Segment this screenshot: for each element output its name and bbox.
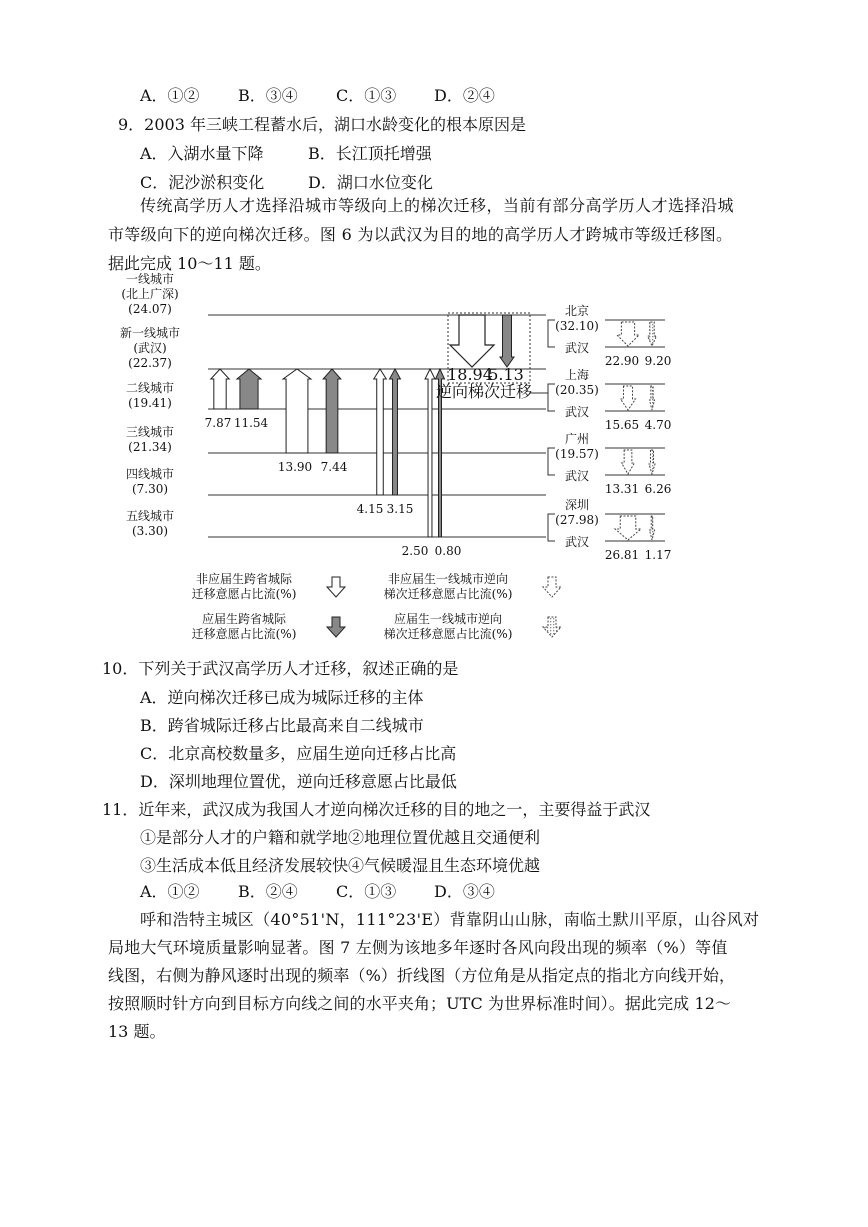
- city-graduate-arrow: [650, 386, 655, 410]
- q9-option-d[interactable]: D．湖口水位变化: [308, 173, 433, 192]
- intro1-line3: 据此完成 10～11 题。: [108, 254, 271, 273]
- graduate-value: 7.44: [320, 460, 348, 474]
- q9-option-b[interactable]: B．长江顶托增强: [308, 144, 432, 163]
- city-name: 深圳: [564, 498, 590, 512]
- reverse-graduate-value: 5.13: [488, 365, 524, 384]
- level-value: (22.37): [128, 356, 172, 370]
- level-value: (21.34): [128, 440, 172, 454]
- q11-stem: 11．近年来，武汉成为我国人才逆向梯次迁移的目的地之一，主要得益于武汉: [102, 800, 651, 819]
- non-graduate-up-arrow: [374, 369, 387, 495]
- level-name: 一线城市: [125, 272, 175, 286]
- level-name: 二线城市: [125, 381, 175, 395]
- city-name: 上海: [564, 368, 590, 382]
- non-graduate-value: 4.15: [356, 502, 384, 516]
- non-graduate-up-arrow: [283, 369, 311, 453]
- q9-options-row1: [140, 144, 432, 164]
- legend-line1: 非应届生跨省城际: [195, 572, 293, 586]
- legend-non-graduate-icon: [327, 577, 345, 597]
- legend-line1: 应届生跨省城际: [201, 612, 287, 626]
- city-value: (27.98): [555, 513, 599, 527]
- city-value: (19.57): [555, 447, 599, 461]
- q9-options-row2: [140, 173, 433, 193]
- city-non-graduate-value: 22.90: [604, 354, 640, 368]
- legend-line2: 梯次迁移意愿占比流(%): [383, 627, 513, 641]
- intro2-line3: 线图，右侧为静风逐时出现的频率（%）折线图（方位角是从指定点的指北方向线开始，: [108, 966, 736, 985]
- q10-option-c[interactable]: C．北京高校数量多，应届生逆向迁移占比高: [140, 744, 457, 763]
- q11-option-b[interactable]: B．②④: [238, 882, 298, 901]
- city-graduate-arrow: [650, 516, 655, 540]
- intro1-line2: 市等级向下的逆向梯次迁移。图 6 为以武汉为目的地的高学历人才跨城市等级迁移图。: [108, 225, 733, 244]
- intro2-line2: 局地大气环境质量影响显著。图 7 左侧为该地多年逐时各风向段出现的频率（%）等值: [108, 938, 728, 957]
- city-graduate-value: 6.26: [644, 482, 672, 496]
- reverse-non-graduate-arrow: [450, 315, 494, 367]
- intro2-line5: 13 题。: [108, 1022, 166, 1041]
- level-sub: (北上广深): [121, 287, 179, 301]
- graduate-value: 0.80: [434, 544, 462, 558]
- city-non-graduate-arrow: [620, 386, 635, 410]
- q11-option-d[interactable]: D．③④: [434, 882, 495, 901]
- q8-option-d[interactable]: D．②④: [434, 86, 495, 105]
- q9-option-a[interactable]: A．入湖水量下降: [140, 144, 264, 163]
- city-graduate-value: 4.70: [644, 418, 672, 432]
- city-graduate-arrow: [649, 450, 655, 474]
- q11-option-a[interactable]: A．①②: [140, 882, 200, 901]
- level-name: 四线城市: [125, 467, 175, 481]
- level-name: 三线城市: [125, 425, 175, 439]
- reverse-graduate-arrow: [500, 315, 514, 367]
- city-value: (32.10): [555, 319, 599, 333]
- q11-items2: ③生活成本低且经济发展较快④气候暖湿且生态环境优越: [140, 856, 541, 875]
- non-graduate-value: 7.87: [204, 416, 232, 430]
- migration-diagram: [100, 272, 672, 650]
- city-name: 北京: [564, 304, 590, 318]
- level-name: 五线城市: [125, 509, 175, 523]
- q8-option-a[interactable]: A．①②: [140, 86, 200, 105]
- city-name: 广州: [564, 432, 590, 446]
- graduate-up-arrow: [237, 369, 261, 409]
- legend-line2: 迁移意愿占比流(%): [191, 587, 297, 601]
- level-value: (3.30): [131, 524, 169, 538]
- city-graduate-value: 9.20: [644, 354, 672, 368]
- city-graduate-arrow: [648, 322, 657, 346]
- city-non-graduate-arrow: [617, 322, 639, 346]
- city-value: (20.35): [555, 383, 599, 397]
- q8-options: [140, 86, 495, 106]
- level-value: (24.07): [128, 302, 172, 316]
- legend-graduate-icon: [327, 617, 345, 637]
- graduate-up-arrow: [323, 369, 341, 453]
- legend-reverse-graduate-icon: [543, 617, 561, 637]
- q9-option-c[interactable]: C．泥沙淤积变化: [140, 173, 265, 192]
- city-bracket: [548, 320, 555, 347]
- legend-line1: 应届生一线城市逆向: [393, 612, 503, 626]
- city-non-graduate-value: 26.81: [604, 548, 640, 562]
- city-dest: 武汉: [564, 469, 590, 483]
- q10-stem: 10．下列关于武汉高学历人才迁移，叙述正确的是: [102, 659, 459, 678]
- q11-options: [140, 882, 495, 902]
- graduate-up-arrow: [390, 369, 401, 495]
- legend-line1: 非应届生一线城市逆向: [387, 572, 509, 586]
- intro2-line1: 呼和浩特主城区（40°51'N，111°23'E）背靠阴山山脉，南临土默川平原，山谷风对: [140, 910, 760, 929]
- level-value: (19.41): [128, 396, 172, 410]
- non-graduate-up-arrow: [211, 369, 229, 409]
- q9-stem: 9．2003 年三峡工程蓄水后，湖口水龄变化的根本原因是: [118, 115, 526, 134]
- level-sub: (武汉): [133, 341, 167, 355]
- city-dest: 武汉: [564, 405, 590, 419]
- city-non-graduate-arrow: [622, 450, 635, 474]
- q11-items1: ①是部分人才的户籍和就学地②地理位置优越且交通便利: [140, 828, 541, 847]
- reverse-non-graduate-value: 18.94: [447, 365, 493, 384]
- q10-option-a[interactable]: A．逆向梯次迁移已成为城际迁移的主体: [140, 688, 424, 707]
- intro2-line4: 按照顺时针方向到目标方向线之间的水平夹角；UTC 为世界标准时间）。据此完成 12～: [108, 994, 732, 1013]
- q10-option-d[interactable]: D．深圳地理位置优，逆向迁移意愿占比最低: [140, 772, 457, 791]
- q8-option-c[interactable]: C．①③: [336, 86, 397, 105]
- city-non-graduate-value: 15.65: [604, 418, 640, 432]
- city-bracket: [548, 384, 555, 411]
- graduate-value: 11.54: [233, 416, 269, 430]
- city-bracket: [548, 514, 555, 541]
- city-dest: 武汉: [564, 535, 590, 549]
- level-name: 新一线城市: [119, 326, 181, 340]
- city-non-graduate-value: 13.31: [604, 482, 640, 496]
- city-dest: 武汉: [564, 341, 590, 355]
- intro1-line1: 传统高学历人才选择沿城市等级向上的梯次迁移，当前有部分高学历人才选择沿城: [140, 196, 735, 215]
- legend-line2: 迁移意愿占比流(%): [191, 627, 297, 641]
- city-non-graduate-arrow: [615, 516, 641, 540]
- level-value: (7.30): [131, 482, 169, 496]
- q8-option-b[interactable]: B．③④: [238, 86, 298, 105]
- q11-option-c[interactable]: C．①③: [336, 882, 397, 901]
- city-bracket: [548, 448, 555, 475]
- city-graduate-value: 1.17: [644, 548, 672, 562]
- graduate-value: 3.15: [386, 502, 414, 516]
- legend-line2: 梯次迁移意愿占比流(%): [383, 587, 513, 601]
- non-graduate-value: 13.90: [277, 460, 313, 474]
- reverse-label: 逆向梯次迁移: [435, 382, 533, 401]
- legend-reverse-non-graduate-icon: [543, 577, 561, 597]
- q10-option-b[interactable]: B．跨省城际迁移占比最高来自二线城市: [140, 716, 424, 735]
- non-graduate-value: 2.50: [401, 544, 429, 558]
